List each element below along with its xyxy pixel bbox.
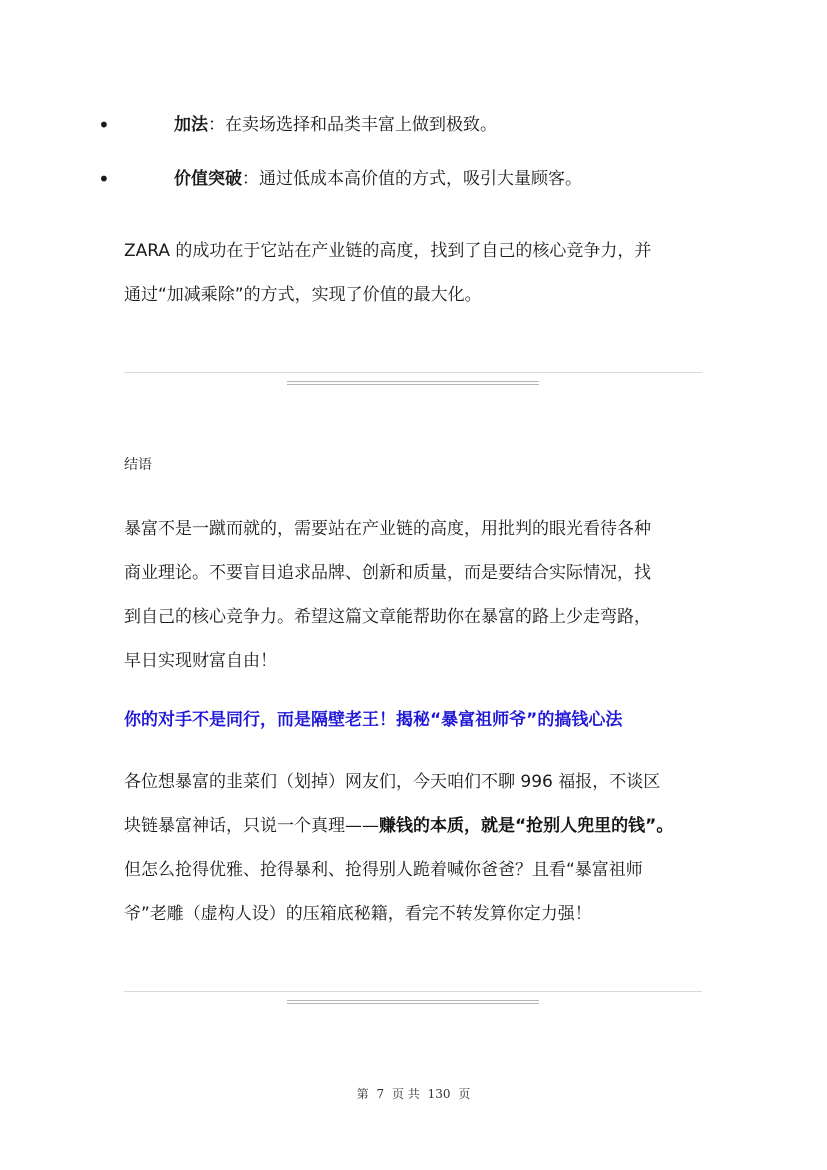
zara-paragraph [124,229,704,317]
current-page-number: 7 [376,1087,385,1101]
section-divider [124,372,702,392]
footer-middle: 页 共 [391,1087,420,1101]
bullet-dot-icon: • [98,167,110,191]
bullet-separator: ： [242,169,259,189]
paragraph-line: ZARA 的成功在于它站在产业链的高度，找到了自己的核心竞争力，并 [124,241,652,261]
divider-line [287,384,539,385]
bullet-description: 在卖场选择和品类丰富上做到极致。 [225,115,497,135]
total-pages: 130 [427,1087,451,1101]
plain-text: 块链暴富神话，只说一个真理—— [124,816,379,836]
intro-paragraph [124,760,704,936]
divider-line [287,381,539,382]
emphasis-text: 赚钱的本质，就是“抢别人兜里的钱”。 [379,816,674,836]
divider-line [124,372,702,373]
section-label: 结语 [124,457,152,473]
paragraph-line: 暴富不是一蹴而就的，需要站在产业链的高度，用批判的眼光看待各种 [124,519,651,539]
paragraph-line: 爷”老雕（虚构人设）的压箱底秘籍，看完不转发算你定力强！ [124,904,592,924]
bullet-item [0,110,827,140]
paragraph-line: 通过“加减乘除”的方式，实现了价值的最大化。 [124,285,482,305]
bullet-dot-icon: • [98,113,110,137]
article-headline: 你的对手不是同行，而是隔壁老王！揭秘“暴富祖师爷”的搞钱心法 [124,710,623,730]
bullet-text [174,164,582,194]
bullet-term: 价值突破 [174,169,242,189]
footer-prefix: 第 [356,1087,369,1101]
bullet-description: 通过低成本高价值的方式，吸引大量顾客。 [259,169,582,189]
bullet-separator: ： [208,115,225,135]
footer-suffix: 页 [458,1087,471,1101]
divider-line [287,1000,539,1001]
conclusion-paragraph [124,507,704,683]
paragraph-line [124,804,704,848]
bullet-text [174,110,497,140]
paragraph-line: 到自己的核心竞争力。希望这篇文章能帮助你在暴富的路上少走弯路， [124,607,651,627]
divider-line [124,991,702,992]
paragraph-line: 各位想暴富的韭菜们（划掉）网友们，今天咱们不聊 996 福报，不谈区 [124,772,661,792]
section-divider [124,991,702,1011]
paragraph-line: 但怎么抢得优雅、抢得暴利、抢得别人跪着喊你爸爸？且看“暴富祖师 [124,860,643,880]
paragraph-line: 商业理论。不要盲目追求品牌、创新和质量，而是要结合实际情况，找 [124,563,651,583]
bullet-term: 加法 [174,115,208,135]
page-footer [0,1085,827,1102]
paragraph-line: 早日实现财富自由！ [124,651,277,671]
bullet-item [0,164,827,194]
divider-line [287,1003,539,1004]
